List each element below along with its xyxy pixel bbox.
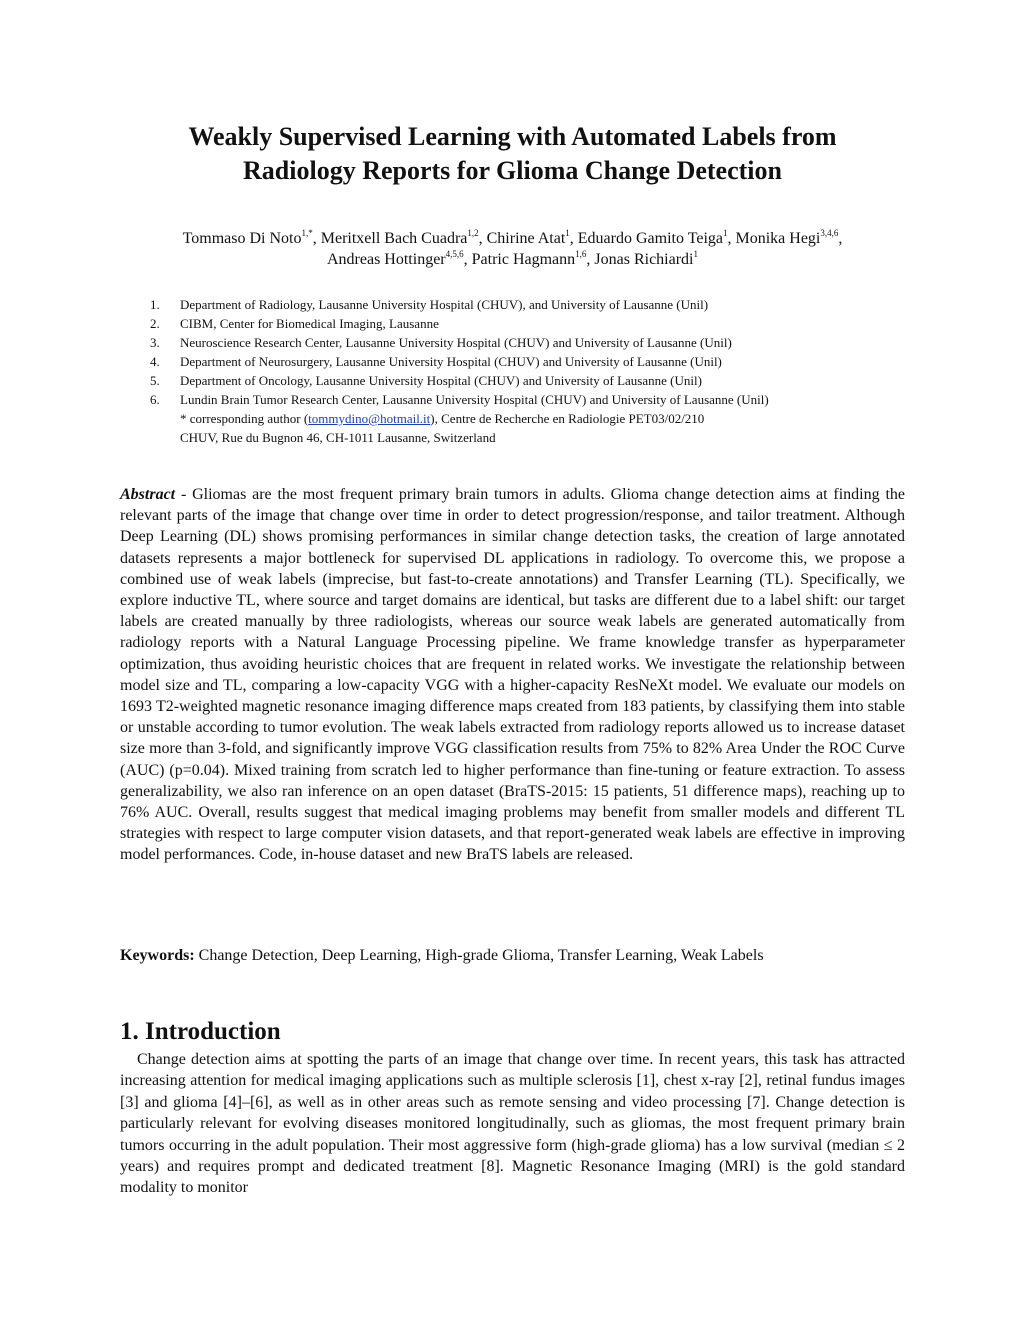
affiliation-list xyxy=(150,295,905,447)
affiliation-item: 5. Department of Oncology, Lausanne University Hospital (CHUV) and University of Lausanne (Unil) xyxy=(150,373,702,388)
corresponding-author: * corresponding author (tommydino@hotmail.it), Centre de Recherche en Radiologie PET03/02/210 xyxy=(180,411,705,426)
author: Meritxell Bach Cuadra$^{1,2}$, xyxy=(320,228,487,247)
keywords-text: Change Detection, Deep Learning, High-grade Glioma, Transfer Learning, Weak Labels xyxy=(194,947,764,964)
introduction-paragraph: Change detection aims at spotting the parts of an image that change over time. In recent years, this task has attracted increasing attention for medical imaging applications such as multiple sclerosis [1], chest x-ray [2], retinal fundus images [3] and glioma [4]–[6], as well as in other areas such as remote sensing and video processing [7]. Change detection is particularly relevant for evolving diseases monitored longitudinally, such as gliomas, the most frequent primary brain tumors occurring in the adult population. Their most aggressive form (high-grade glioma) has a low survival (median ≤ 2 years) and requires prompt and dedicated treatment [8]. Magnetic Resonance Imaging (MRI) is the gold standard modality to monitor xyxy=(120,1051,905,1197)
corresponding-email-link[interactable]: tommydino@hotmail.it xyxy=(308,411,431,426)
author: Jonas Richiardi$^1$ xyxy=(594,249,698,268)
author: Chirine Atat$^1$, xyxy=(486,228,578,247)
author-list xyxy=(120,228,905,270)
affiliation-item: 6. Lundin Brain Tumor Research Center, Lausanne University Hospital (CHUV) and University of Lausanne (Unil) xyxy=(150,392,769,407)
keywords-label: Keywords: xyxy=(120,947,195,964)
author: Patric Hagmann$^{1,6}$, xyxy=(471,249,595,268)
keywords xyxy=(120,945,905,966)
title-line-1: Weakly Supervised Learning with Automated Labels from xyxy=(188,122,837,151)
section-heading-introduction: 1. Introduction xyxy=(120,1018,281,1045)
paper-title xyxy=(120,120,905,188)
abstract xyxy=(120,484,905,866)
postal-address: CHUV, Rue du Bugnon 46, CH-1011 Lausanne, Switzerland xyxy=(180,430,496,445)
title-line-2: Radiology Reports for Glioma Change Detection xyxy=(243,156,782,185)
abstract-label: Abstract xyxy=(120,486,176,503)
affiliation-item: 2. CIBM, Center for Biomedical Imaging, Lausanne xyxy=(150,316,439,331)
affiliation-item: 3. Neuroscience Research Center, Lausanne University Hospital (CHUV) and University of Lausanne (Unil) xyxy=(150,335,732,350)
author: Monika Hegi$^{3,4,6}$, xyxy=(735,228,843,247)
affiliation-item: 1. Department of Radiology, Lausanne University Hospital (CHUV), and University of Lausanne (Unil) xyxy=(150,297,709,312)
author: Andreas Hottinger$^{4,5,6}$, xyxy=(326,249,472,268)
abstract-text: - Gliomas are the most frequent primary brain tumors in adults. Glioma change detection aims at finding the relevant parts of the image that change over time in order to detect progression/response, and tailor treatment. Although Deep Learning (DL) shows promising performances in similar change detection tasks, the creation of large annotated datasets represents a major bottleneck for supervised DL applications in radiology. To overcome this, we propose a combined use of weak labels (imprecise, but fast-to-create annotations) and Transfer Learning (TL). Specifically, we explore inductive TL, where source and target domains are identical, but tasks are different due to a label shift: our target labels are created manually by three radiologists, whereas our source weak labels are generated automatically from radiology reports with a Natural Language Processing pipeline. We frame knowledge transfer as hyperparameter optimization, thus avoiding heuristic choices that are frequent in related works. We investigate the relationship between model size and TL, comparing a low-capacity VGG with a higher-capacity ResNeXt model. We evaluate our models on 1693 T2-weighted magnetic resonance imaging difference maps created from 183 patients, by classifying them into stable or unstable according to tumor evolution. The weak labels extracted from radiology reports allowed us to increase dataset size more than 3-fold, and significantly improve VGG classification results from 75% to 82% Area Under the ROC Curve (AUC) (p=0.04). Mixed training from scratch led to higher performance than fine-tuning or feature extraction. To assess generalizability, we also ran inference on an open dataset (BraTS-2015: 15 patients, 51 difference maps), reaching up to 76% AUC. Overall, results suggest that medical imaging problems may benefit from smaller models and different TL strategies with respect to large computer vision datasets, and that report-generated weak labels are effective in improving model performances. Code, in-house dataset and new BraTS labels are released. xyxy=(120,486,905,864)
affiliation-item: 4. Department of Neurosurgery, Lausanne University Hospital (CHUV) and University of Lausanne (Unil) xyxy=(150,354,722,369)
author: Tommaso Di Noto$^{1,*}$, xyxy=(182,228,321,247)
author: Eduardo Gamito Teiga$^1$, xyxy=(577,228,736,247)
